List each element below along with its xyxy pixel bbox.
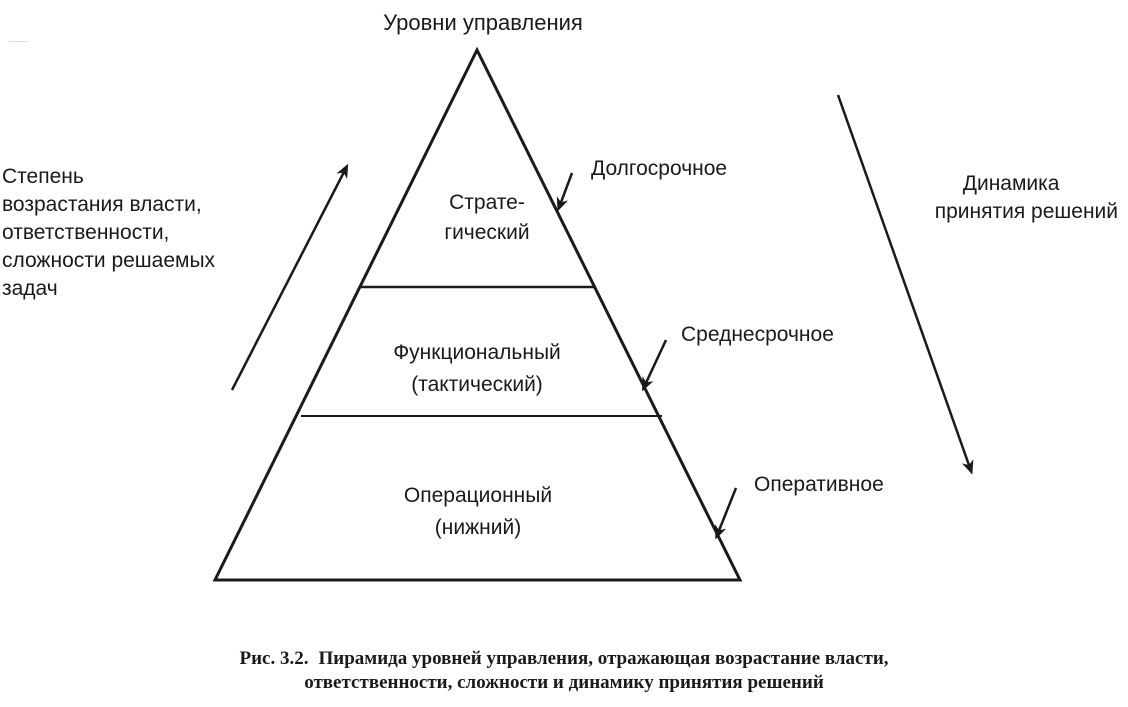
diagram-title: Уровни управления	[383, 10, 583, 35]
level-strategic-line2: гический	[444, 221, 530, 244]
caption-number: Рис. 3.2.	[239, 648, 309, 669]
level-strategic-line1: Страте-	[449, 191, 525, 214]
left-axis-arrow	[232, 170, 345, 390]
right-axis-arrow	[838, 95, 970, 468]
level-operational-line2: (нижний)	[434, 516, 522, 539]
long-term-pointer-arrow	[560, 173, 572, 205]
horizon-long-term: Долгосрочное	[591, 157, 728, 180]
left-axis-label	[2, 163, 215, 303]
caption-line-1	[239, 647, 888, 671]
level-functional	[393, 340, 561, 398]
horizon-operative: Оперативное	[754, 473, 884, 496]
medium-term-pointer-arrow	[645, 340, 666, 385]
level-functional-line1: Функциональный	[393, 341, 561, 364]
caption-text-2: ответственности, сложности и динамику принятия решений	[304, 672, 824, 693]
level-functional-line2: (тактический)	[411, 373, 543, 396]
right-axis-label	[935, 170, 1118, 226]
level-operational-line1: Операционный	[403, 484, 553, 507]
operative-pointer-arrow	[718, 488, 736, 533]
right-axis-line-2: принятия решений	[934, 200, 1118, 223]
figure-caption	[239, 647, 888, 695]
scan-background-text: —	[10, 30, 240, 50]
horizon-medium-term: Среднесрочное	[681, 323, 834, 346]
left-axis-line-3: ответственности,	[2, 221, 170, 244]
left-axis-line-4: сложности решаемых	[2, 249, 216, 272]
level-strategic	[444, 190, 529, 246]
level-operational	[404, 483, 552, 541]
left-axis-line-5: задач	[2, 277, 58, 300]
left-axis-line-2: возрастания власти,	[2, 193, 202, 216]
left-axis-line-1: Степень	[2, 165, 84, 188]
caption-text-1: Пирамида уровней управления, отражающая возрастание власти,	[318, 648, 889, 669]
right-axis-line-1: Динамика	[962, 172, 1060, 195]
